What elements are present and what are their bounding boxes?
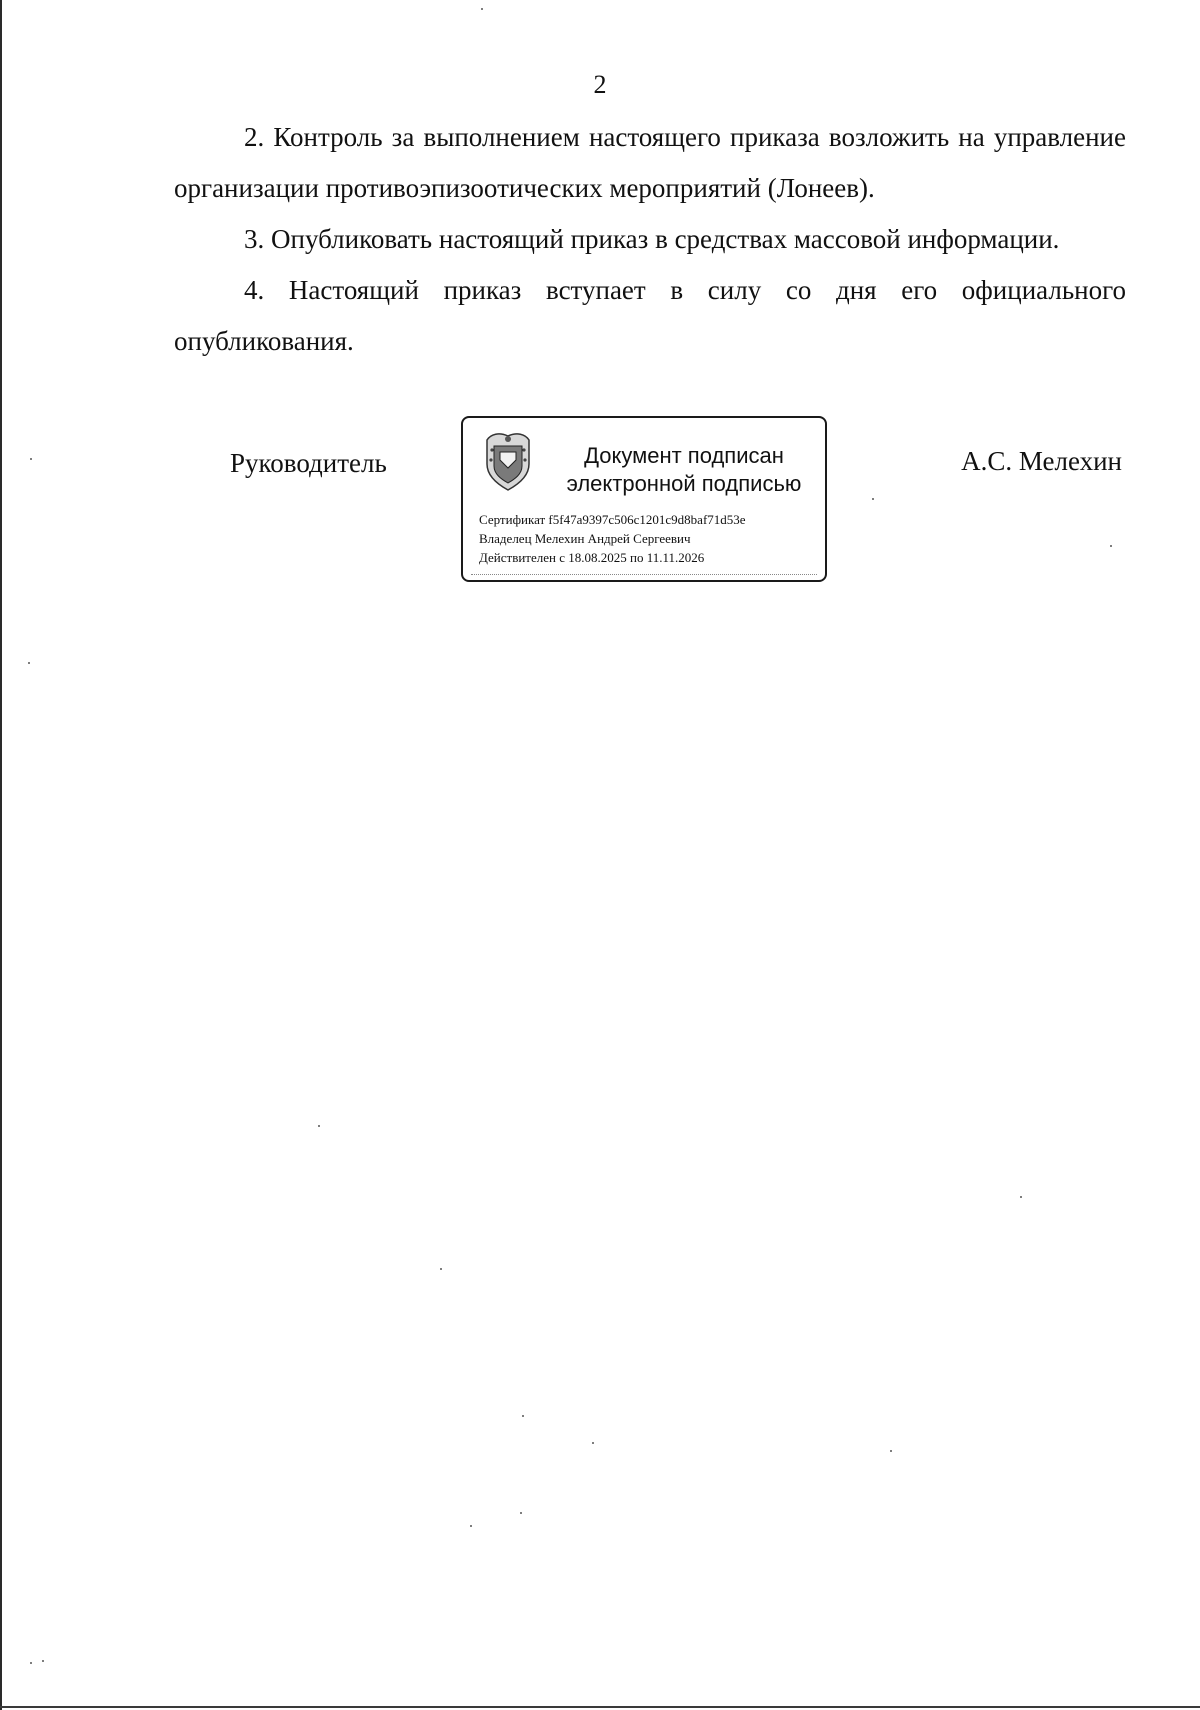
esig-title-line1: Документ подписан [584, 443, 784, 468]
scan-speck [520, 1512, 522, 1514]
scan-speck [42, 1660, 44, 1662]
page-number: 2 [593, 70, 607, 99]
scan-edge-bottom [0, 1706, 1200, 1708]
esig-title [551, 442, 817, 498]
scan-speck [481, 8, 483, 10]
paragraph-control: 2. Контроль за выполнением настоящего приказа возложить на управление организации противоэпизоотических мероприятий (Лонеев). [174, 122, 1126, 203]
scan-speck [890, 1450, 892, 1452]
esig-owner: Владелец Мелехин Андрей Сергеевич [479, 531, 691, 546]
esig-validity: Действителен с 18.08.2025 по 11.11.2026 [479, 550, 705, 565]
coat-of-arms-icon [481, 430, 535, 492]
scan-speck [522, 1415, 524, 1417]
scan-speck [30, 458, 32, 460]
document-body [174, 112, 1126, 367]
esig-certificate: Сертификат f5f47a9397c506c1201c9d8baf71d53e [479, 512, 746, 527]
scan-speck [592, 1442, 594, 1444]
scan-speck [30, 1662, 32, 1664]
signatory-name: А.С. Мелехин [961, 446, 1122, 476]
paragraph-publish: 3. Опубликовать настоящий приказ в средствах массовой информации. [244, 224, 1060, 254]
scan-speck [318, 1125, 320, 1127]
scan-speck [872, 498, 874, 500]
scan-speck [470, 1525, 472, 1527]
scan-edge-left [0, 0, 2, 1710]
scan-speck [1020, 1196, 1022, 1198]
esig-title-line2: электронной подписью [566, 471, 802, 496]
scan-speck [28, 662, 30, 664]
signatory-role: Руководитель [230, 448, 387, 478]
esig-details [479, 510, 746, 567]
esig-dotted-line [471, 574, 817, 575]
electronic-signature-stamp [461, 416, 827, 582]
paragraph-effective: 4. Настоящий приказ вступает в силу со дня его официального опубликования. [174, 275, 1126, 356]
scan-speck [440, 1268, 442, 1270]
scan-speck [1110, 545, 1112, 547]
